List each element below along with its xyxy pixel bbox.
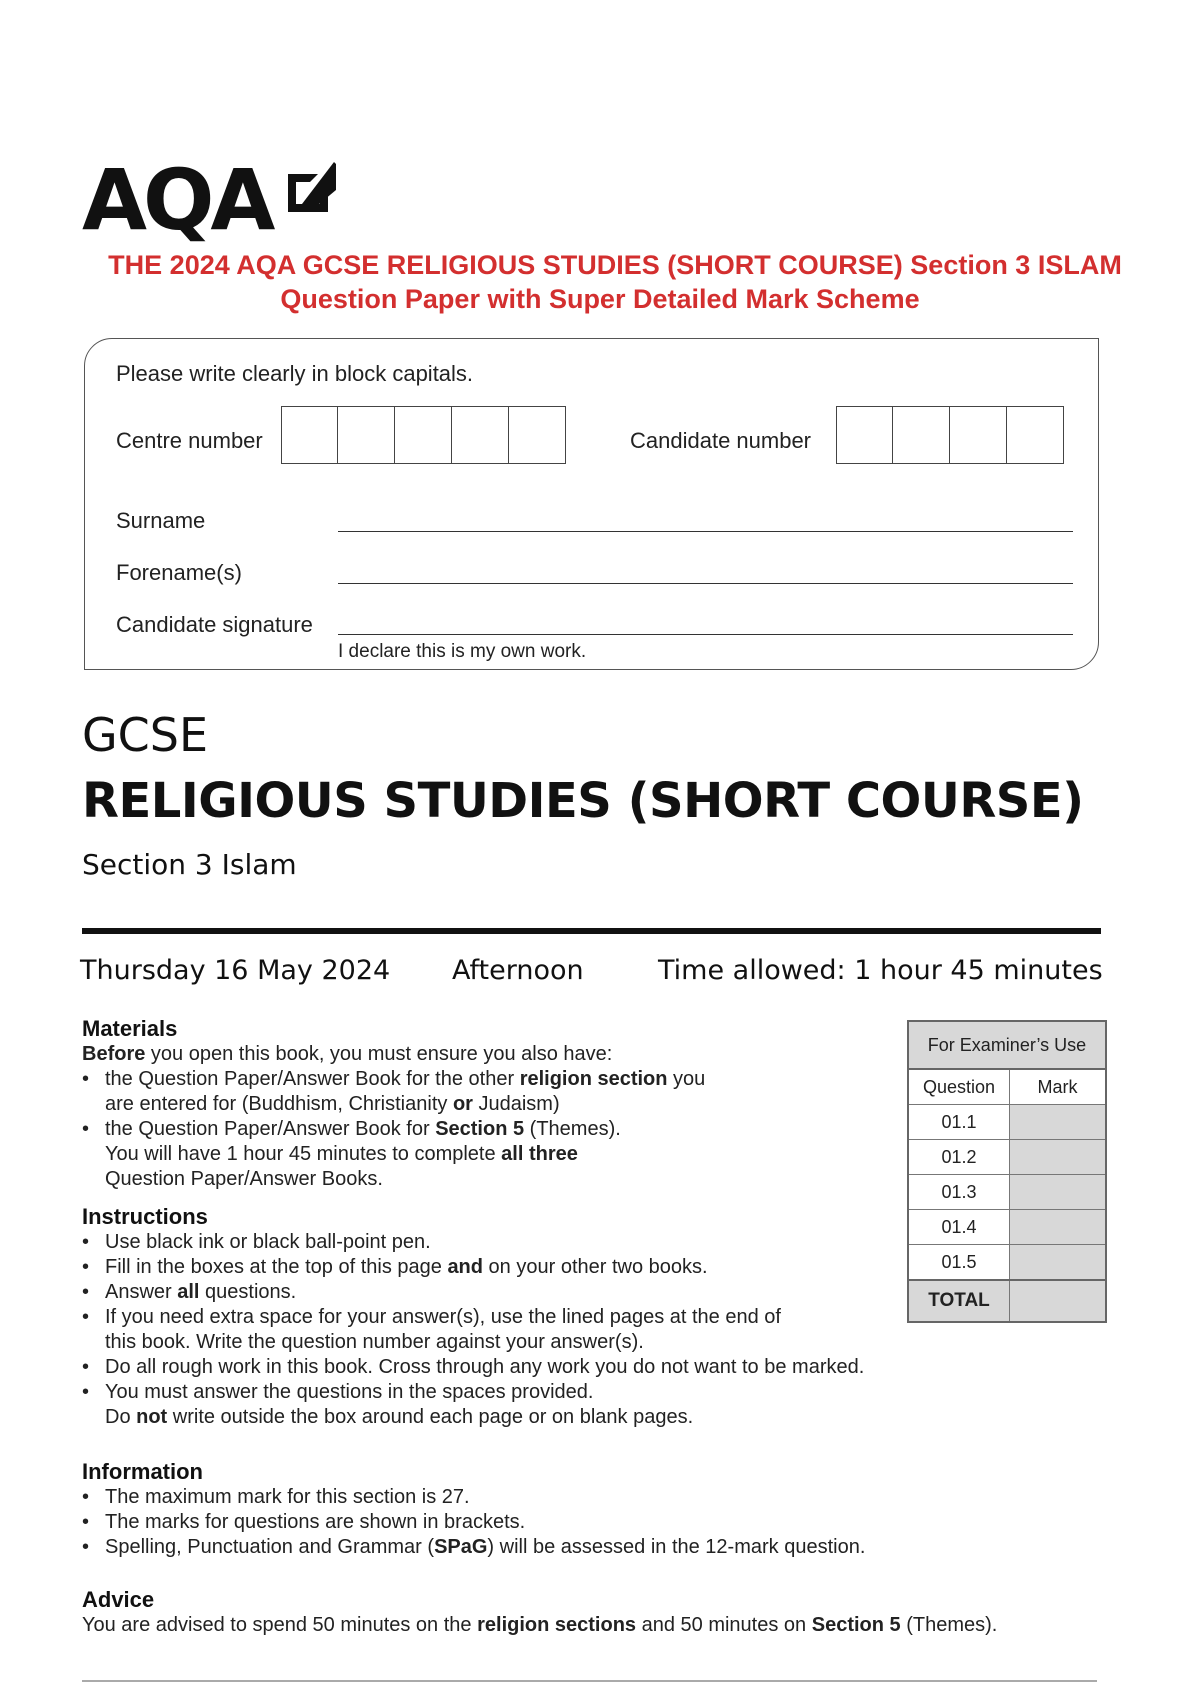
qualification-title: GCSE (82, 708, 209, 762)
instruction-item: • You must answer the questions in the spaces provided. Do not write outside the box around each page or on blank pages. (82, 1380, 962, 1430)
time-allowed: Time allowed: 1 hour 45 minutes (658, 955, 1103, 986)
centre-digit-box[interactable] (452, 406, 509, 464)
materials-item: • the Question Paper/Answer Book for Section 5 (Themes). You will have 1 hour 45 minutes to complete all three Question Paper/Answer Books. (82, 1117, 882, 1192)
surname-label: Surname (116, 508, 206, 533)
materials-item: • the Question Paper/Answer Book for the other religion section you are entered for (Buddhism, Christianity or Judaism) (82, 1067, 882, 1117)
question-number: 01.2 (909, 1140, 1010, 1174)
table-row (909, 1105, 1105, 1140)
mark-cell (1010, 1175, 1105, 1209)
materials-intro: Before you open this book, you must ensure you also have: (82, 1043, 613, 1065)
centre-digit-box[interactable] (509, 406, 566, 464)
mark-column-header: Mark (1010, 1070, 1105, 1104)
advice-heading: Advice (82, 1587, 155, 1612)
question-column-header: Question (909, 1070, 1010, 1104)
table-row (909, 1210, 1105, 1245)
table-row (909, 1140, 1105, 1175)
advice-text: You are advised to spend 50 minutes on the religion sections and 50 minutes on Section 5 (Themes). (82, 1614, 998, 1636)
candidate-digit-box[interactable] (836, 406, 893, 464)
examiner-use-table (907, 1020, 1107, 1323)
examiner-table-header-row (909, 1070, 1105, 1105)
mark-cell (1010, 1245, 1105, 1279)
total-label: TOTAL (909, 1281, 1010, 1321)
surname-field[interactable] (338, 531, 1073, 532)
instruction-item: • Use black ink or black ball-point pen. (82, 1230, 962, 1255)
candidate-digit-box[interactable] (950, 406, 1007, 464)
question-number: 01.3 (909, 1175, 1010, 1209)
instructions-section (82, 1204, 962, 1430)
information-item: • The maximum mark for this section is 27. (82, 1485, 982, 1510)
mark-cell (1010, 1105, 1105, 1139)
question-number: 01.1 (909, 1105, 1010, 1139)
examiner-table-title: For Examiner’s Use (909, 1022, 1105, 1070)
centre-digit-box[interactable] (338, 406, 395, 464)
information-item: • The marks for questions are shown in brackets. (82, 1510, 982, 1535)
question-number: 01.4 (909, 1210, 1010, 1244)
centre-number-label: Centre number (116, 428, 263, 453)
information-item: • Spelling, Punctuation and Grammar (SPaG) will be assessed in the 12-mark question. (82, 1535, 982, 1560)
footer-rule (82, 1680, 1097, 1682)
section-title: Section 3 Islam (82, 848, 297, 881)
table-row (909, 1245, 1105, 1281)
candidate-number-label: Candidate number (630, 428, 812, 453)
aqa-logo: AQA (82, 151, 272, 249)
centre-number-boxes[interactable] (281, 406, 566, 464)
total-mark-cell (1010, 1281, 1105, 1321)
signature-label: Candidate signature (116, 612, 313, 637)
exam-session: Afternoon (452, 955, 584, 986)
candidate-digit-box[interactable] (893, 406, 950, 464)
aqa-tick-mark-icon (284, 160, 340, 218)
divider-rule (82, 928, 1101, 934)
advice-section (82, 1587, 1082, 1638)
total-row (909, 1281, 1105, 1321)
banner-title-line1: THE 2024 AQA GCSE RELIGIOUS STUDIES (SHORT COURSE) Section 3 ISLAM (108, 250, 1122, 280)
information-heading: Information (82, 1459, 203, 1484)
subject-title: RELIGIOUS STUDIES (SHORT COURSE) (82, 773, 1084, 829)
table-row (909, 1175, 1105, 1210)
signature-field[interactable] (338, 634, 1073, 635)
materials-section (82, 1016, 882, 1192)
instructions-heading: Instructions (82, 1204, 208, 1229)
information-section (82, 1459, 982, 1560)
materials-heading: Materials (82, 1016, 178, 1041)
centre-digit-box[interactable] (395, 406, 452, 464)
forenames-field[interactable] (338, 583, 1073, 584)
instruction-item: • Do all rough work in this book. Cross through any work you do not want to be marked. (82, 1355, 962, 1380)
exam-date: Thursday 16 May 2024 (80, 955, 391, 986)
mark-cell (1010, 1140, 1105, 1174)
forenames-label: Forename(s) (116, 560, 242, 585)
declaration-text: I declare this is my own work. (338, 641, 587, 662)
instruction-item: • If you need extra space for your answer(s), use the lined pages at the end of this book. Write the question number against your answer(s). (82, 1305, 962, 1355)
banner-title-line2: Question Paper with Super Detailed Mark Scheme (280, 284, 920, 314)
candidate-digit-box[interactable] (1007, 406, 1064, 464)
block-capitals-instruction: Please write clearly in block capitals. (116, 361, 474, 386)
question-number: 01.5 (909, 1245, 1010, 1279)
candidate-number-boxes[interactable] (836, 406, 1064, 464)
instruction-item: • Answer all questions. (82, 1280, 962, 1305)
instruction-item: • Fill in the boxes at the top of this page and on your other two books. (82, 1255, 962, 1280)
centre-digit-box[interactable] (281, 406, 338, 464)
mark-cell (1010, 1210, 1105, 1244)
